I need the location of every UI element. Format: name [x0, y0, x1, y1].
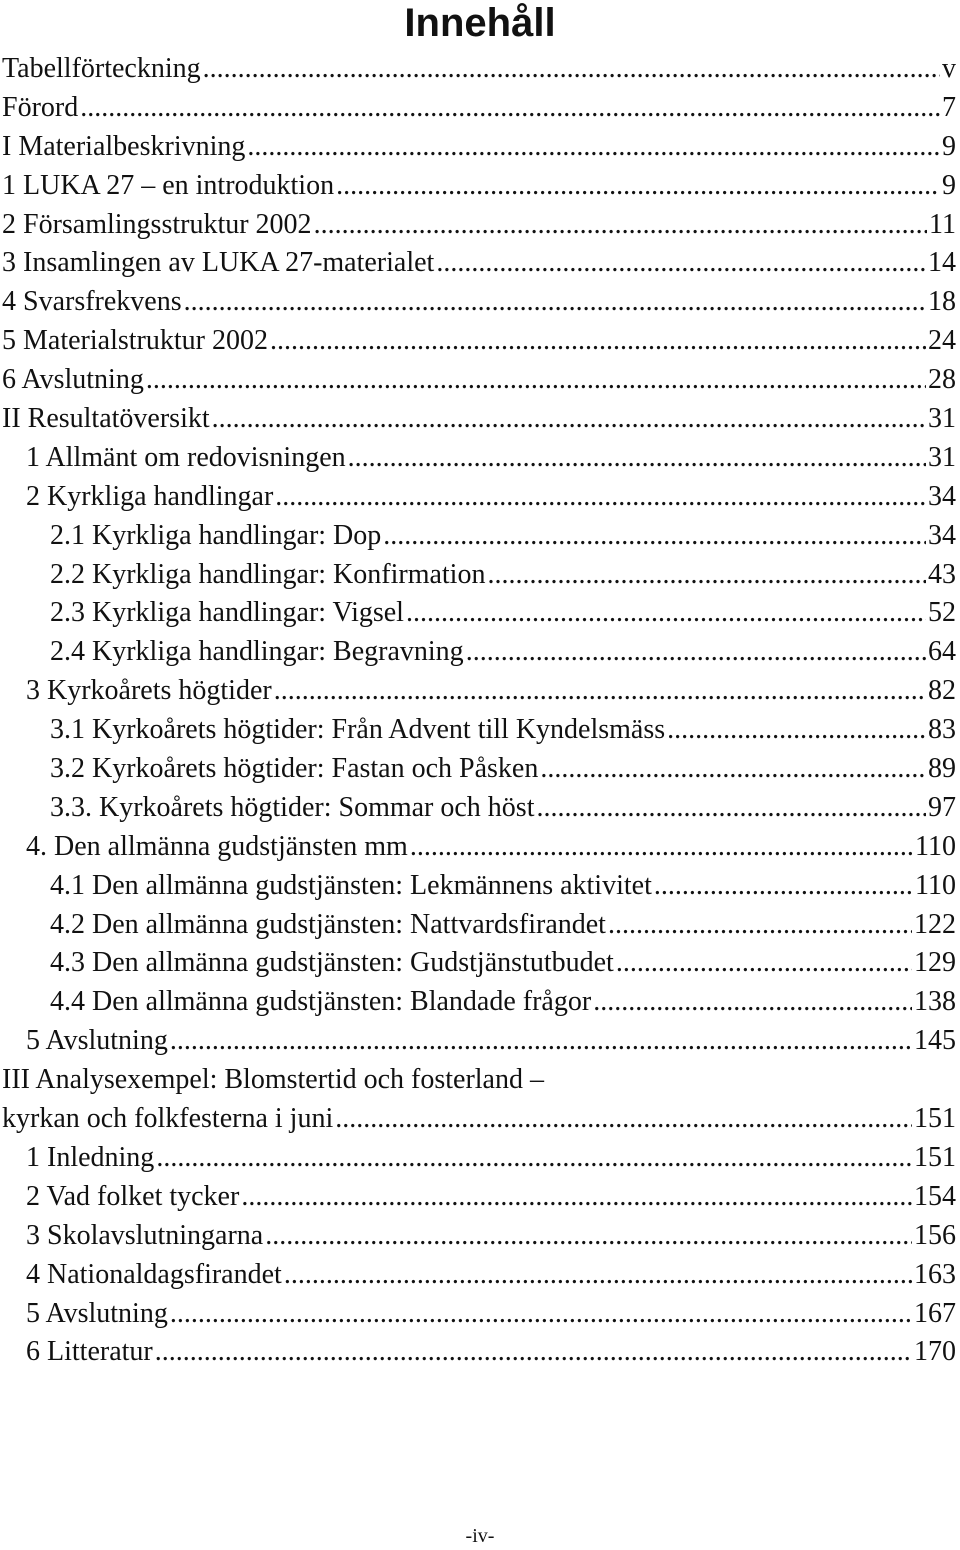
- table-of-contents: [0, 50, 960, 1372]
- toc-entry-text: 2.4 Kyrkliga handlingar: Begravning: [50, 636, 464, 668]
- toc-entry[interactable]: [0, 672, 960, 711]
- dot-leader: [212, 400, 926, 439]
- toc-entry-text: 3 Insamlingen av LUKA 27-materialet: [2, 247, 435, 279]
- toc-entry-page-number: 167: [914, 1297, 956, 1329]
- toc-entry[interactable]: [0, 50, 960, 89]
- toc-entry[interactable]: [0, 983, 960, 1022]
- toc-entry[interactable]: [0, 633, 960, 672]
- dot-leader: [314, 206, 927, 245]
- dot-leader: [536, 789, 926, 828]
- toc-entry[interactable]: [0, 478, 960, 517]
- toc-entry-page-number: 145: [914, 1025, 956, 1057]
- toc-entry-text: 3 Skolavslutningarna: [26, 1219, 264, 1251]
- toc-entry-text: 4.1 Den allmänna gudstjänsten: Lekmännens aktivitet: [50, 869, 652, 901]
- toc-entry-text: I Materialbeskrivning: [2, 130, 246, 162]
- toc-entry-text: 5 Materialstruktur 2002: [2, 325, 268, 357]
- toc-entry-page-number: 31: [928, 403, 956, 435]
- dot-leader: [170, 1295, 912, 1334]
- dot-leader: [336, 167, 940, 206]
- dot-leader: [146, 361, 926, 400]
- dot-leader: [184, 283, 926, 322]
- toc-entry-page-number: 52: [928, 597, 956, 629]
- toc-entry-text: II Resultatöversikt: [2, 403, 210, 435]
- toc-entry[interactable]: [0, 1256, 960, 1295]
- toc-entry[interactable]: [0, 167, 960, 206]
- toc-entry-text: 4. Den allmänna gudstjänsten mm: [26, 830, 408, 862]
- toc-entry-page-number: 151: [914, 1141, 956, 1173]
- toc-entry-text: Förord: [2, 91, 79, 123]
- toc-entry[interactable]: [0, 517, 960, 556]
- toc-entry-text: 3 Kyrkoårets högtider: [26, 675, 272, 707]
- toc-entry-text: 4.3 Den allmänna gudstjänsten: Gudstjänstutbudet: [50, 947, 614, 979]
- toc-entry-page-number: 14: [928, 247, 956, 279]
- toc-entry-text: 1 Inledning: [26, 1141, 155, 1173]
- dot-leader: [616, 944, 912, 983]
- toc-entry-text: 6 Litteratur: [26, 1336, 153, 1368]
- toc-entry-page-number: 11: [929, 208, 956, 240]
- toc-entry-text: 2 Vad folket tycker: [26, 1180, 240, 1212]
- toc-entry[interactable]: [0, 128, 960, 167]
- toc-entry-page-number: 34: [928, 519, 956, 551]
- toc-entry[interactable]: [0, 1295, 960, 1334]
- dot-leader: [247, 128, 940, 167]
- toc-entry-text: kyrkan och folkfesterna i juni: [2, 1103, 334, 1135]
- toc-entry-page-number: 110: [915, 830, 956, 862]
- toc-entry-text: 6 Avslutning: [2, 364, 144, 396]
- toc-entry-page-number: 43: [928, 558, 956, 590]
- toc-entry-heading-line[interactable]: [0, 1061, 960, 1100]
- dot-leader: [410, 828, 913, 867]
- dot-leader: [406, 594, 926, 633]
- toc-entry-page-number: 151: [914, 1103, 956, 1135]
- toc-entry[interactable]: [0, 361, 960, 400]
- dot-leader: [241, 1178, 912, 1217]
- toc-entry-page-number: 163: [914, 1258, 956, 1290]
- dot-leader: [348, 439, 926, 478]
- toc-entry-page-number: 31: [928, 441, 956, 473]
- dot-leader: [270, 322, 926, 361]
- toc-entry[interactable]: [0, 1139, 960, 1178]
- toc-entry-page-number: 89: [928, 753, 956, 785]
- toc-entry-page-number: 97: [928, 791, 956, 823]
- toc-entry-text: 1 LUKA 27 – en introduktion: [2, 169, 335, 201]
- toc-entry[interactable]: [0, 906, 960, 945]
- toc-entry-text: III Analysexempel: Blomstertid och fosterland –: [2, 1064, 544, 1096]
- toc-entry[interactable]: [0, 594, 960, 633]
- dot-leader: [155, 1333, 912, 1372]
- toc-entry-page-number: 83: [928, 714, 956, 746]
- dot-leader: [487, 556, 926, 595]
- toc-entry[interactable]: [0, 439, 960, 478]
- toc-entry-page-number: 7: [942, 91, 956, 123]
- toc-entry-text: Tabellförteckning: [2, 53, 201, 84]
- toc-entry-page-number: 34: [928, 480, 956, 512]
- toc-entry-page-number: 170: [914, 1336, 956, 1368]
- toc-entry-text: 4 Nationaldagsfirandet: [26, 1258, 282, 1290]
- toc-entry[interactable]: [0, 556, 960, 595]
- toc-entry-text: 3.2 Kyrkoårets högtider: Fastan och Påsken: [50, 753, 539, 785]
- toc-entry-text: 4.2 Den allmänna gudstjänsten: Nattvardsfirandet: [50, 908, 606, 940]
- toc-entry[interactable]: [0, 1022, 960, 1061]
- toc-entry[interactable]: [0, 944, 960, 983]
- toc-entry-page-number: 110: [915, 869, 956, 901]
- dot-leader: [156, 1139, 912, 1178]
- toc-entry-text: 3.3. Kyrkoårets högtider: Sommar och höst: [50, 791, 535, 823]
- dot-leader: [265, 1217, 912, 1256]
- toc-entry-text: 2.3 Kyrkliga handlingar: Vigsel: [50, 597, 404, 629]
- toc-entry-page-number: v: [942, 53, 956, 84]
- toc-entry-page-number: 82: [928, 675, 956, 707]
- dot-leader: [335, 1100, 912, 1139]
- toc-entry-text: 1 Allmänt om redovisningen: [26, 441, 346, 473]
- dot-leader: [654, 867, 913, 906]
- toc-entry-page-number: 156: [914, 1219, 956, 1251]
- toc-entry[interactable]: [0, 1100, 960, 1139]
- toc-entry[interactable]: [0, 828, 960, 867]
- dot-leader: [203, 50, 940, 89]
- toc-entry[interactable]: [0, 867, 960, 906]
- toc-entry-page-number: 129: [914, 947, 956, 979]
- toc-entry-page-number: 122: [914, 908, 956, 940]
- toc-entry-page-number: 138: [914, 986, 956, 1018]
- toc-entry[interactable]: [0, 789, 960, 828]
- dot-leader: [275, 478, 926, 517]
- toc-entry[interactable]: [0, 400, 960, 439]
- dot-leader: [667, 711, 926, 750]
- toc-entry-text: 5 Avslutning: [26, 1025, 168, 1057]
- dot-leader: [436, 244, 926, 283]
- dot-leader: [170, 1022, 912, 1061]
- toc-entry-text: 5 Avslutning: [26, 1297, 168, 1329]
- toc-entry-page-number: 64: [928, 636, 956, 668]
- toc-entry[interactable]: [0, 283, 960, 322]
- page-number: -iv-: [465, 1525, 495, 1547]
- dot-leader: [540, 750, 926, 789]
- toc-entry[interactable]: [0, 244, 960, 283]
- toc-entry-page-number: 24: [928, 325, 956, 357]
- toc-entry[interactable]: [0, 1178, 960, 1217]
- toc-entry[interactable]: [0, 711, 960, 750]
- toc-entry-text: 2 Församlingsstruktur 2002: [2, 208, 312, 240]
- dot-leader: [80, 89, 940, 128]
- dot-leader: [466, 633, 926, 672]
- dot-leader: [284, 1256, 912, 1295]
- dot-leader: [274, 672, 926, 711]
- page-title: Innehåll: [404, 1, 556, 45]
- toc-entry[interactable]: [0, 89, 960, 128]
- dot-leader: [383, 517, 926, 556]
- toc-entry[interactable]: [0, 206, 960, 245]
- toc-entry[interactable]: [0, 322, 960, 361]
- dot-leader: [608, 906, 912, 945]
- toc-entry-page-number: 9: [942, 169, 956, 201]
- toc-entry-text: 2.2 Kyrkliga handlingar: Konfirmation: [50, 558, 486, 590]
- toc-entry[interactable]: [0, 1217, 960, 1256]
- toc-entry-text: 2.1 Kyrkliga handlingar: Dop: [50, 519, 382, 551]
- toc-entry-page-number: 154: [914, 1180, 956, 1212]
- toc-entry-text: 4.4 Den allmänna gudstjänsten: Blandade frågor: [50, 986, 592, 1018]
- toc-entry-page-number: 9: [942, 130, 956, 162]
- toc-entry[interactable]: [0, 750, 960, 789]
- toc-entry-page-number: 18: [928, 286, 956, 318]
- toc-entry-text: 3.1 Kyrkoårets högtider: Från Advent till Kyndelsmäss: [50, 714, 666, 746]
- dot-leader: [593, 983, 912, 1022]
- toc-entry[interactable]: [0, 1333, 960, 1372]
- toc-entry-text: 2 Kyrkliga handlingar: [26, 480, 274, 512]
- toc-entry-text: 4 Svarsfrekvens: [2, 286, 182, 318]
- toc-entry-page-number: 28: [928, 364, 956, 396]
